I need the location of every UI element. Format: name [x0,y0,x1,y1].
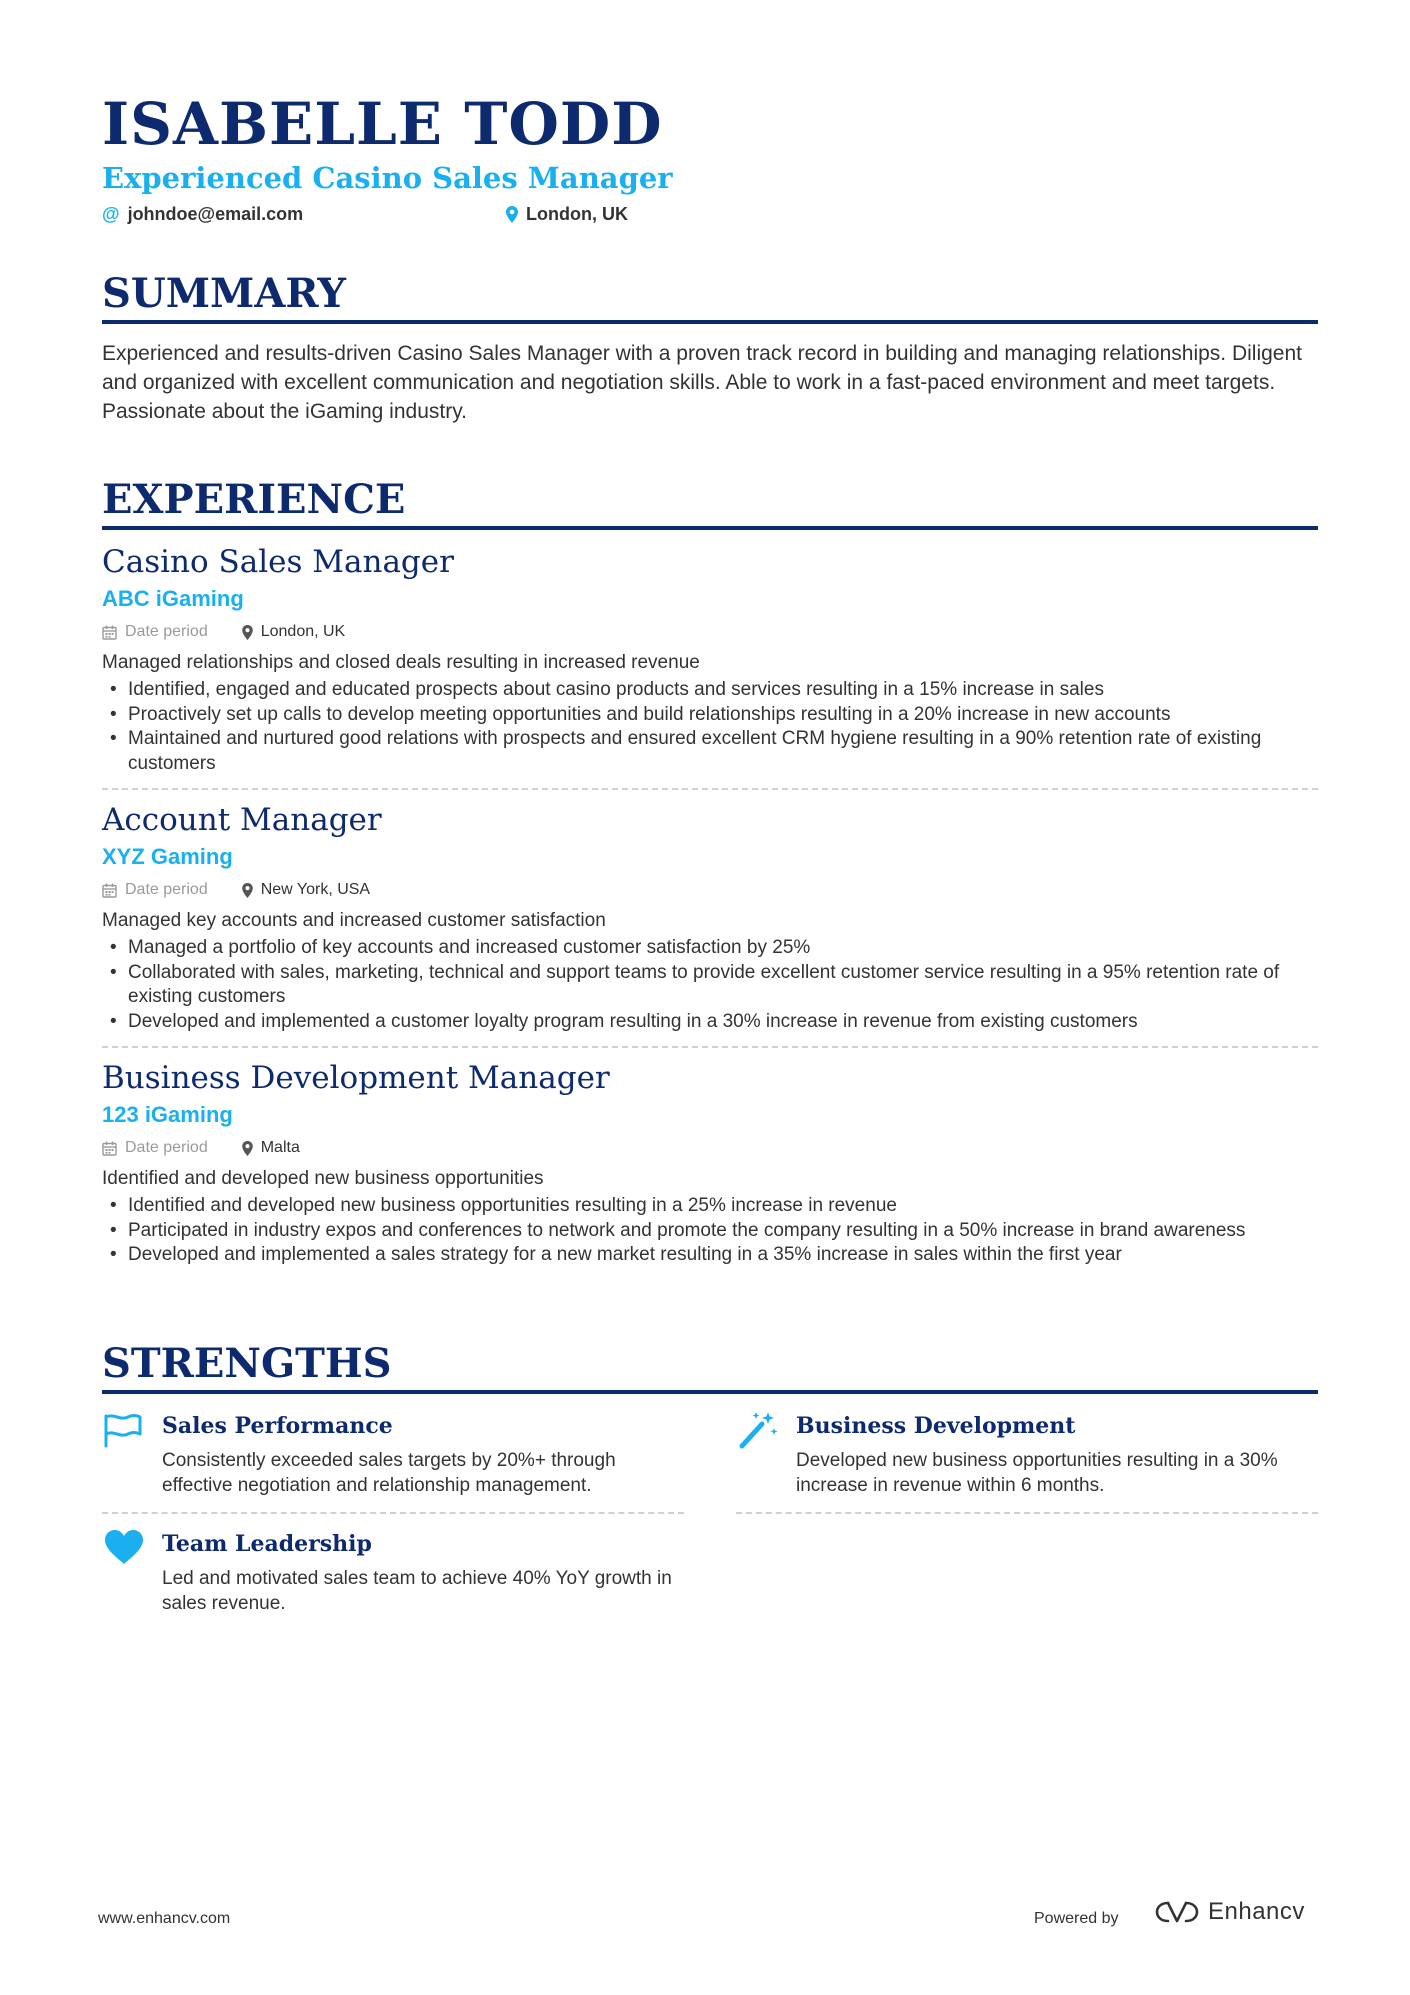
bullet-item: • Collaborated with sales, marketing, technical and support teams to provide excellent customer service resulting in a 95% retention rate of existing customers [102,961,1318,1010]
job-company: ABC iGaming [102,586,244,611]
location-text: London, UK [526,204,628,224]
job-description: Managed relationships and closed deals resulting in increased revenue [102,652,700,673]
job-date: Date period [125,623,208,640]
job-entry [102,800,1318,1034]
strengths-title: STRENGTHS [102,1340,1318,1394]
candidate-name: ISABELLE TODD [102,90,663,158]
job-title: Account Manager [102,802,382,838]
job-description: Managed key accounts and increased customer satisfaction [102,910,606,931]
at-icon: @ [102,204,120,224]
location-pin-icon [242,1141,253,1156]
job-company: 123 iGaming [102,1102,233,1127]
heart-icon [102,1528,146,1568]
candidate-headline: Experienced Casino Sales Manager [102,161,673,195]
job-company: XYZ Gaming [102,844,233,869]
enhancv-logo-icon [1154,1899,1200,1925]
job-date: Date period [125,1139,208,1156]
job-date: Date period [125,881,208,898]
job-meta [102,1136,1318,1160]
magic-wand-icon [736,1410,780,1450]
job-location: Malta [260,1139,300,1156]
strength-title: Business Development [796,1413,1076,1439]
job-meta [102,620,1318,644]
job-location: London, UK [260,623,346,640]
calendar-icon [102,883,117,898]
email-text: johndoe@email.com [127,204,304,224]
bullet-item: • Managed a portfolio of key accounts and increased customer satisfaction by 25% [102,936,1318,961]
bullet-item: • Identified and developed new business opportunities resulting in a 25% increase in revenue [102,1194,1318,1219]
calendar-icon [102,625,117,640]
bullet-item: • Participated in industry expos and conferences to network and promote the company resulting in a 50% increase in brand awareness [102,1219,1318,1244]
footer-powered-by: Powered by [1034,1910,1119,1927]
bullet-item: • Maintained and nurtured good relations with prospects and ensured excellent CRM hygiene resulting in a 90% retention rate of existing customers [102,727,1318,776]
footer-url[interactable]: www.enhancv.com [98,1910,231,1927]
location-pin-icon [242,625,253,640]
contact-row [102,204,1318,228]
bullet-item: • Identified, engaged and educated prospects about casino products and services resulting in a 15% increase in sales [102,678,1318,703]
job-description: Identified and developed new business opportunities [102,1168,544,1189]
strength-divider [102,1512,684,1514]
location-pin-icon [242,883,253,898]
job-location: New York, USA [260,881,371,898]
calendar-icon [102,1141,117,1156]
job-entry [102,542,1318,776]
job-divider [102,788,1318,790]
strength-description: Consistently exceeded sales targets by 20%+ through effective negotiation and relationship management. [162,1450,616,1496]
bullet-item: • Developed and implemented a sales strategy for a new market resulting in a 35% increase in sales within the first year [102,1243,1318,1268]
footer-brand: Enhancv [1208,1898,1305,1925]
bullet-item: • Developed and implemented a customer loyalty program resulting in a 30% increase in revenue from existing customers [102,1010,1318,1035]
summary-text: Experienced and results-driven Casino Sales Manager with a proven track record in building and managing relationships. Diligent and organized with excellent communication and negotiation skills. Able to work in a fast-paced environment and meet targets. Passionate about the iGaming industry. [102,342,1302,423]
experience-title: EXPERIENCE [102,476,1318,530]
strength-description: Led and motivated sales team to achieve 40% YoY growth in sales revenue. [162,1568,672,1614]
footer-logo[interactable] [1154,1898,1305,1926]
location-pin-icon [506,206,518,223]
summary-title: SUMMARY [102,270,1318,324]
strength-divider [736,1512,1318,1514]
job-meta [102,878,1318,902]
strength-description: Developed new business opportunities resulting in a 30% increase in revenue within 6 months. [796,1450,1278,1496]
job-entry [102,1058,1318,1268]
job-bullets [102,936,1318,1034]
job-title: Casino Sales Manager [102,544,454,580]
job-title: Business Development Manager [102,1060,610,1096]
contact-location [506,204,628,225]
job-bullets [102,1194,1318,1268]
job-bullets [102,678,1318,776]
bullet-item: • Proactively set up calls to develop meeting opportunities and build relationships resulting in a 20% increase in new accounts [102,703,1318,728]
strength-title: Team Leadership [162,1531,372,1557]
flag-icon [102,1410,146,1450]
job-divider [102,1046,1318,1048]
strength-title: Sales Performance [162,1413,393,1439]
contact-email[interactable] [102,204,303,225]
